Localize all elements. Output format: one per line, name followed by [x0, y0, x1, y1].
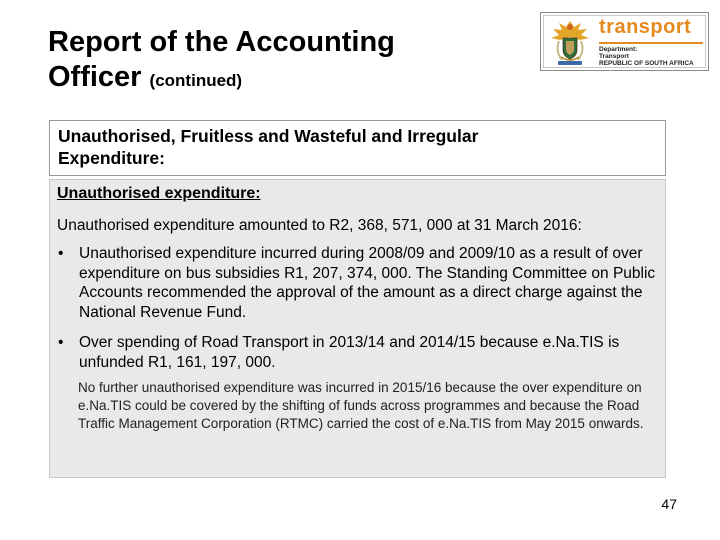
heading-line-2: Expenditure: — [58, 148, 165, 168]
logo-department-name: Transport — [599, 53, 629, 60]
bullet-list — [57, 244, 657, 372]
heading-line-1: Unauthorised, Fruitless and Wasteful and Irregular — [58, 126, 479, 146]
note-text: No further unauthorised expenditure was incurred in 2015/16 because the over expenditure on e.Na.TIS could be covered by the shifting of funds across programmes and because the Road Traffic Management Corporation (RTMC) carried the cost of e.Na.TIS from May 2015 onwards. — [78, 380, 644, 431]
logo-wordmark: transport — [599, 16, 692, 38]
bullet-text: Unauthorised expenditure incurred during 2008/09 and 2009/10 as a result of over expenditure on bus subsidies R1, 207, 374, 000. The Standing Committee on Public Accounts recommended the approval of the amount as a direct charge against the National Revenue Fund. — [79, 245, 656, 321]
list-item — [57, 333, 657, 372]
logo-country: REPUBLIC OF SOUTH AFRICA — [599, 60, 694, 67]
title-line-1: Report of the Accounting — [48, 26, 395, 58]
bullet-icon: • — [58, 245, 64, 262]
title-suffix: (continued) — [149, 71, 243, 90]
intro-text: Unauthorised expenditure amounted to R2, 368, 571, 000 at 31 March 2016: — [57, 217, 582, 234]
bullet-text: Over spending of Road Transport in 2013/14 and 2014/15 because e.Na.TIS is unfunded R1, 161, 197, 000. — [79, 334, 620, 371]
section-heading — [49, 120, 666, 176]
coat-of-arms-icon — [547, 17, 593, 67]
department-logo — [540, 12, 709, 71]
title-line-2: Officer — [48, 61, 142, 93]
subsection-title: Unauthorised expenditure: — [57, 185, 261, 202]
page-title — [48, 25, 508, 98]
list-item — [57, 244, 657, 322]
content-panel — [49, 179, 666, 478]
logo-divider — [599, 42, 703, 44]
page-number: 47 — [661, 496, 677, 512]
logo-department-label: Department: — [599, 46, 638, 53]
bullet-icon: • — [58, 334, 64, 351]
